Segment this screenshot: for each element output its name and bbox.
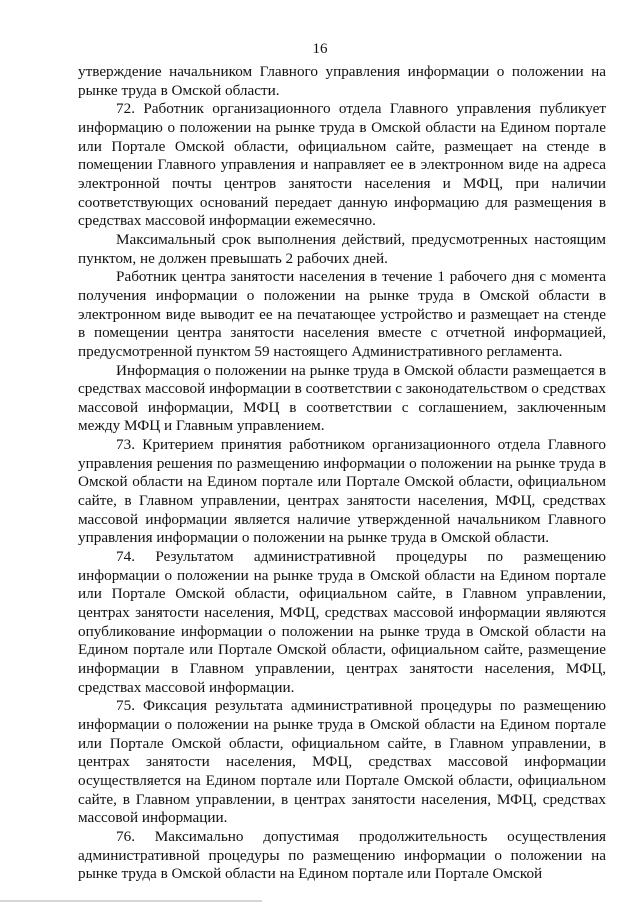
paragraph-76: 76. Максимально допустимая продолжительность осуществления административной процедуры по размещению информации о положении на рынке труда в Омской области на Едином портале или Портале Омской xyxy=(78,827,606,883)
paragraph-72: 72. Работник организационного отдела Главного управления публикует информацию о положении на рынке труда в Омской области на Едином портале или Портале Омской области, официальном сайте, размещает на стенде в помещении Главного управления и направляет ее в электронном виде на адреса электронной почты центров занятости населения и МФЦ, при наличии соответствующих оснований передает данную информацию для размещения в средствах массовой информации ежемесячно. xyxy=(78,100,606,230)
page-number: 16 xyxy=(312,41,328,57)
paragraph-continuation: утверждение начальником Главного управления информации о положении на рынке труда в Омской области. xyxy=(78,63,606,99)
paragraph-employment-center: Работник центра занятости населения в течение 1 рабочего дня с момента получения информации о положении на рынке труда в Омской области в электронном виде выводит ее на печатающее устройство и размещает на стенде в помещении центра занятости населения вместе с отчетной информацией, предусмотренной пунктом 59 настоящего Административного регламента. xyxy=(78,268,606,360)
paragraph-deadline: Максимальный срок выполнения действий, предусмотренных настоящим пунктом, не должен превышать 2 рабочих дней. xyxy=(78,230,606,267)
paragraph-73: 73. Критерием принятия работником организационного отдела Главного управления решения по размещению информации о положении на рынке труда в Омской области на Едином портале или Портале Омской области, официальном сайте, в Главном управлении, центрах занятости населения, МФЦ, средствах массовой информации является наличие утвержденной начальником Главного управления информации о положении на рынке труда в Омской области. xyxy=(78,436,606,547)
paragraph-75: 75. Фиксация результата административной процедуры по размещению информации о положении на рынке труда в Омской области на Едином портале или Портале Омской области, официальном сайте, в Главном управлении, в центрах занятости населения, МФЦ, средствах массовой информации осуществляется на Едином портале или Портале Омской области, официальном сайте, в Главном управлении, в центрах занятости населения, МФЦ, средствах массовой информации. xyxy=(78,697,606,827)
document-body xyxy=(78,63,606,884)
paragraph-74: 74. Результатом административной процедуры по размещению информации о положении на рынке труда в Омской области на Едином портале или Портале Омской области, официальном сайте, в Главном управлении, центрах занятости населения, МФЦ, средствах массовой информации являются опубликование информации о положении на рынке труда в Омской области на Едином портале или Портале Омской области, официальном сайте, размещение информации в Главном управлении, центрах занятости населения, МФЦ, средствах массовой информации. xyxy=(78,548,606,696)
paragraph-mass-media: Информация о положении на рынке труда в Омской области размещается в средствах массовой информации в соответствии с законодательством о средствах массовой информации, МФЦ в соответствии с соглашением, заключенным между МФЦ и Главным управлением. xyxy=(78,361,606,435)
scan-edge-line xyxy=(0,900,262,902)
